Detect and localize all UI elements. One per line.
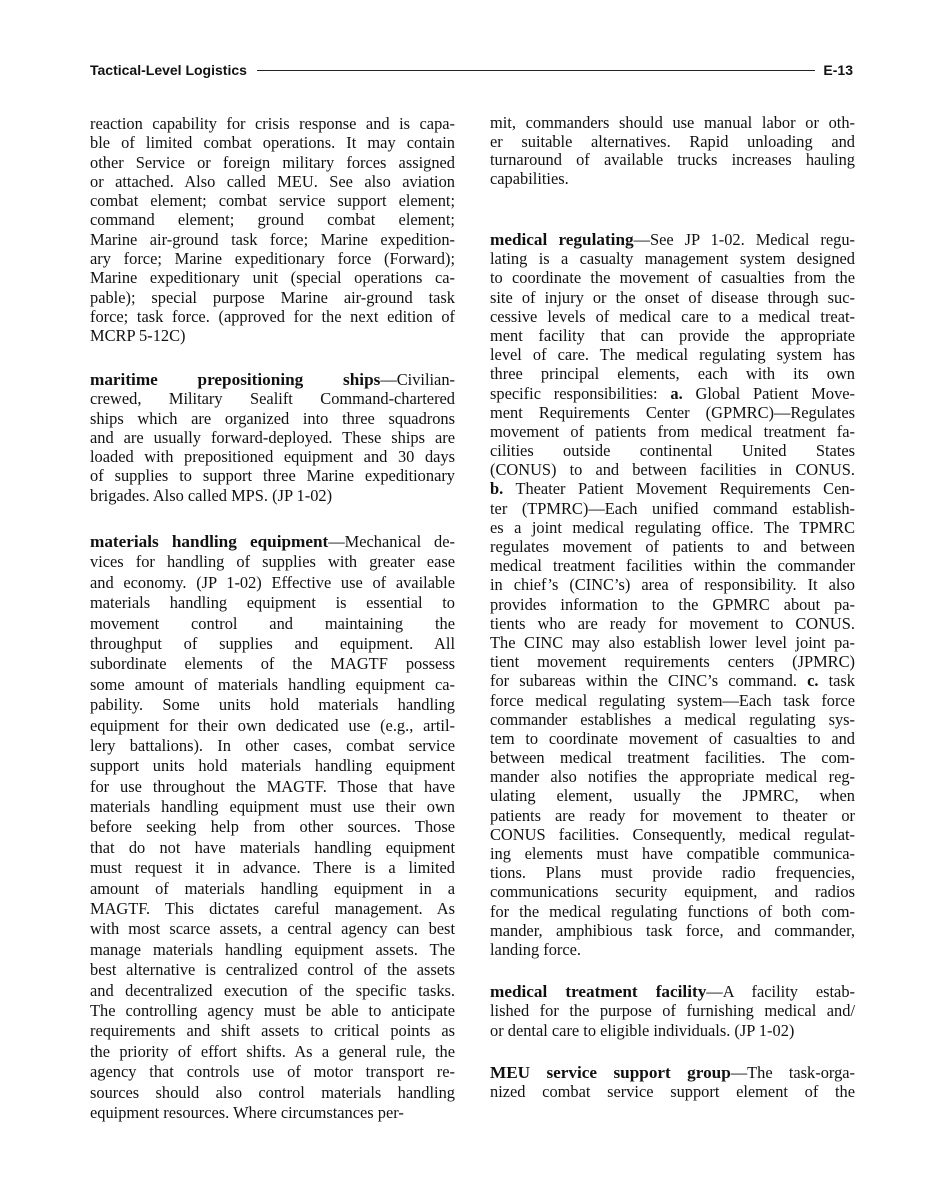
text-line: es a joint medical regulating office. The TPMRC — [490, 517, 855, 537]
text-line: support units hold materials handling equipment — [90, 756, 455, 776]
text-line: lished for the purpose of furnishing medical and/ — [490, 1001, 855, 1021]
glossary-term: medical treatment facility — [490, 982, 707, 1001]
text-line: movement control and maintaining the — [90, 613, 455, 633]
text-line: for the medical regulating functions of both com- — [490, 901, 855, 921]
text-line: ment Requirements Center (GPMRC)—Regulates — [490, 402, 855, 422]
text-line: of supplies to support three Marine expeditionary — [90, 466, 455, 486]
text-line: cilities outside continental United States — [490, 441, 855, 461]
text-line: er suitable alternatives. Rapid unloading and — [490, 131, 855, 151]
text-line: before seeking help from other sources. Those — [90, 817, 455, 837]
text-line: or dental care to eligible individuals. (JP 1-02) — [490, 1020, 795, 1040]
text-line: Marine air-ground task force; Marine expedition- — [90, 229, 455, 249]
text-line: materials handling equipment must use their own — [90, 797, 455, 817]
text-line: agency that controls use of motor transport re- — [90, 1062, 455, 1082]
text-line: equipment for their own dedicated use (e.g., artil- — [90, 715, 455, 735]
text-line: for subareas within the CINC’s command. c. task — [490, 671, 855, 691]
list-marker: c. — [807, 671, 819, 691]
text-line: the priority of effort shifts. As a general rule, the — [90, 1041, 455, 1061]
text-line: mit, commanders should use manual labor or oth- — [490, 113, 855, 132]
text-line: to coordinate the movement of casualties from the — [490, 268, 855, 288]
text-line: and economy. (JP 1-02) Effective use of available — [90, 572, 455, 592]
text-line: site of injury or the onset of disease through suc- — [490, 287, 855, 307]
list-marker: b. — [490, 479, 504, 499]
text-line: pable); special purpose Marine air-ground task — [90, 287, 455, 307]
text-line: ing elements must have compatible communica- — [490, 844, 855, 863]
text-line: ble of limited combat operations. It may contain — [90, 133, 455, 153]
text-line: in chief’s (CINC’s) area of responsibility. It also — [490, 575, 855, 595]
page-number: E-13 — [823, 62, 853, 78]
text-line: landing force. — [490, 939, 582, 959]
text-line: manage materials handling equipment assets. The — [90, 939, 455, 959]
text-line: medical treatment facility—A facility estab- — [490, 982, 855, 1001]
text-line: specific responsibilities: a. Global Patient Move- — [490, 383, 855, 403]
text-line: patients are ready for movement to theater or — [490, 805, 855, 825]
text-line: force; task force. (approved for the next edition of — [90, 306, 455, 326]
text-line: The controlling agency must be able to anticipate — [90, 1000, 455, 1020]
text-line: combat element; combat service support element; — [90, 191, 455, 211]
text-line: sources should also control materials handling — [90, 1082, 455, 1102]
text-line: materials handling equipment is essential to — [90, 593, 455, 613]
text-line: equipment resources. Where circumstances per- — [90, 1102, 404, 1122]
glossary-entry-continued — [90, 114, 455, 346]
text-line: communications security equipment, and radios — [490, 882, 855, 902]
text-line: tient movement requirements centers (JPMRC) — [490, 652, 855, 672]
text-line: loaded with prepositioned equipment and 30 days — [90, 447, 455, 467]
text-line: regulates movement of patients to and between — [490, 537, 855, 556]
glossary-term: maritime prepositioning ships — [90, 370, 381, 389]
text-line: level of care. The medical regulating system has — [490, 345, 855, 365]
text-line: pability. Some units hold materials handling — [90, 695, 455, 715]
text-line: amount of materials handling equipment in a — [90, 878, 455, 898]
list-marker: a. — [670, 383, 683, 403]
text-line: lating is a casualty management system designed — [490, 249, 855, 269]
running-header-title: Tactical-Level Logistics — [90, 62, 247, 78]
text-line: tem to coordinate movement of casualties to and — [490, 728, 855, 748]
text-line: between medical treatment facilities. The com- — [490, 748, 855, 768]
text-line: crewed, Military Sealift Command-chartered — [90, 389, 455, 409]
text-line: capabilities. — [490, 169, 569, 189]
text-line: b. Theater Patient Movement Requirements Cen- — [490, 479, 855, 499]
text-line: vices for handling of supplies with greater ease — [90, 552, 455, 572]
text-line: CONUS facilities. Consequently, medical regulat- — [490, 824, 855, 844]
text-line: reaction capability for crisis response and is capa- — [90, 114, 455, 133]
text-line: brigades. Also called MPS. (JP 1-02) — [90, 485, 333, 505]
text-line: ships which are organized into three squadrons — [90, 408, 455, 428]
text-line: turnaround of available trucks increases hauling — [490, 150, 855, 170]
text-line: materials handling equipment—Mechanical de- — [90, 532, 455, 551]
text-line: mander also notifies the appropriate medical reg- — [490, 767, 855, 787]
text-line: ter (TPMRC)—Each unified command establish- — [490, 498, 855, 518]
text-line: for use throughout the MAGTF. Those that have — [90, 776, 455, 796]
glossary-entry-maritime-prepositioning-ships — [90, 370, 455, 505]
glossary-entry-continued-right — [490, 114, 855, 189]
text-line: ary force; Marine expeditionary force (Forward); — [90, 249, 455, 269]
text-line: cessive levels of medical care to a medical treat- — [490, 306, 855, 326]
text-line: nized combat service support element of the — [490, 1082, 855, 1102]
text-line: mander, amphibious task force, and commander, — [490, 920, 855, 940]
text-line: medical regulating—See JP 1-02. Medical regu- — [490, 230, 855, 249]
text-line: three principal elements, each with its own — [490, 364, 855, 384]
glossary-term: MEU service support group — [490, 1063, 731, 1082]
glossary-entry-meu-service-support-group — [490, 1063, 855, 1102]
text-line: command element; ground combat element; — [90, 210, 455, 230]
text-line: Marine expeditionary unit (special operations ca- — [90, 268, 455, 288]
text-line: ment facility that can provide the appropriate — [490, 325, 855, 345]
text-line: must request it in advance. There is a limited — [90, 858, 455, 878]
text-line: The CINC may also establish lower level joint pa- — [490, 632, 855, 652]
text-line: MCRP 5-12C) — [90, 326, 186, 346]
text-line: subordinate elements of the MAGTF possess — [90, 654, 455, 674]
running-header — [90, 60, 853, 80]
glossary-entry-materials-handling-equipment — [90, 532, 455, 1123]
text-line: commander establishes a medical regulating sys- — [490, 709, 855, 729]
text-line: best alternative is centralized control of the assets — [90, 960, 455, 980]
text-line: tions. Plans must provide radio frequencies, — [490, 863, 855, 883]
text-line: with most scarce assets, a central agency can best — [90, 919, 455, 939]
text-line: provides information to the GPMRC about pa- — [490, 594, 855, 614]
glossary-term: medical regulating — [490, 230, 634, 249]
text-line: tients who are ready for movement to CONUS. — [490, 613, 855, 633]
text-line: MAGTF. This dictates careful management. As — [90, 899, 455, 919]
text-line: throughput of supplies and equipment. All — [90, 633, 455, 653]
text-line: that do not have materials handling equipment — [90, 837, 455, 857]
text-line: movement of patients from medical treatment fa- — [490, 421, 855, 441]
text-line: lery battalions). In other cases, combat service — [90, 735, 455, 755]
text-line: or attached. Also called MEU. See also aviation — [90, 171, 455, 191]
text-line: and are usually forward-deployed. These ships are — [90, 427, 455, 447]
text-line: maritime prepositioning ships—Civilian- — [90, 370, 455, 389]
text-line: MEU service support group—The task-orga- — [490, 1063, 855, 1082]
glossary-term: materials handling equipment — [90, 532, 329, 551]
header-rule — [257, 70, 816, 71]
glossary-entry-medical-regulating — [490, 230, 855, 959]
text-line: requirements and shift assets to critical points as — [90, 1021, 455, 1041]
text-line: force medical regulating system—Each task force — [490, 690, 855, 710]
text-line: other Service or foreign military forces assigned — [90, 152, 455, 172]
text-line: some amount of materials handling equipment ca- — [90, 674, 455, 694]
text-line: (CONUS) to and between facilities in CONUS. — [490, 460, 855, 480]
text-line: ulating element, usually the JPMRC, when — [490, 786, 855, 806]
text-line: and decentralized execution of the specific tasks. — [90, 980, 455, 1000]
text-line: medical treatment facilities within the commander — [490, 556, 855, 576]
glossary-entry-medical-treatment-facility — [490, 982, 855, 1040]
